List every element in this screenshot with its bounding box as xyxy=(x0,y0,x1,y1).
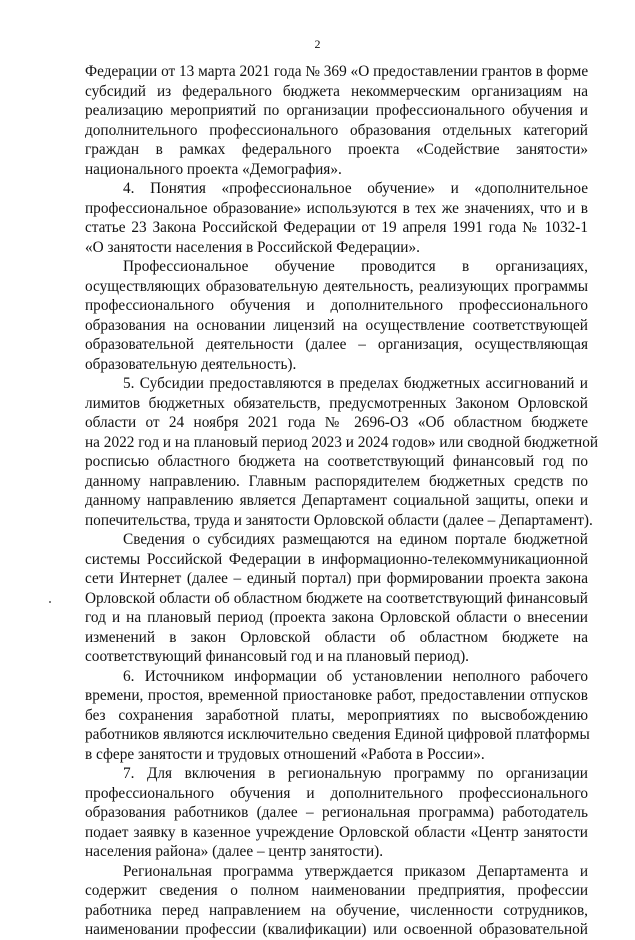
paragraph xyxy=(85,667,588,765)
text-line: профессиональное образование» используются в тех же значениях, что и в xyxy=(85,199,588,217)
text-line: системы Российской Федерации в информационно-телекоммуникационной xyxy=(85,550,588,568)
text-line: подает заявку в казенное учреждение Орловской области «Центр занятости xyxy=(85,823,588,841)
text-line: граждан в рамках федерального проекта «Содействие занятости» xyxy=(85,141,588,158)
text-line: работника перед направлением на обучение, численности сотрудников, xyxy=(85,901,588,919)
scan-speck xyxy=(49,601,51,603)
paragraph xyxy=(85,257,588,374)
text-line: 6. Источником информации об установлении неполного рабочего xyxy=(123,667,588,685)
text-line: осуществляющих образовательную деятельность, реализующих программы xyxy=(85,277,588,295)
text-line: Региональная программа утверждается приказом Департамента и xyxy=(123,862,588,880)
text-line: работников являются исключительно сведения Единой цифровой платформы xyxy=(85,726,590,743)
text-line: населения района» (далее – центр занятости). xyxy=(85,843,384,860)
paragraph xyxy=(85,179,588,257)
text-line: данному направлению. Главным распорядителем бюджетных средств по xyxy=(85,472,588,490)
paragraph xyxy=(85,764,588,862)
paragraph xyxy=(85,862,588,940)
text-line: профессионального обучения и дополнительного профессионального xyxy=(85,784,588,802)
text-line: субсидий из федерального бюджета некоммерческим организациям на xyxy=(85,82,588,100)
text-line: Федерации от 13 марта 2021 года № 369 «О предоставлении грантов в форме xyxy=(85,63,589,80)
text-line: статье 23 Закона Российской Федерации от 19 апреля 1991 года № 1032-1 xyxy=(85,219,588,236)
text-line: Сведения о субсидиях размещаются на едином портале бюджетной xyxy=(123,531,588,548)
text-line: образовательную деятельность). xyxy=(85,355,297,373)
text-line: 5. Субсидии предоставляются в пределах бюджетных ассигнований и xyxy=(123,375,588,392)
text-line: образования на основании лицензий на осуществление соответствующей xyxy=(85,316,588,334)
paragraph xyxy=(85,530,588,667)
text-line: попечительства, труда и занятости Орловской области (далее – Департамент). xyxy=(85,511,593,529)
text-line: времени, простоя, временной приостановке работ, предоставлении отпусков xyxy=(85,687,588,704)
text-line: образования работников (далее – региональная программа) работодатель xyxy=(85,804,588,821)
text-line: данному направлению является Департамент социальной защиты, опеки и xyxy=(85,492,588,509)
text-line: росписью областного бюджета на соответствующий финансовый год по xyxy=(85,453,588,470)
paragraph xyxy=(85,62,588,179)
text-line: области от 24 ноября 2021 года № 2696-ОЗ «Об областном бюджете xyxy=(85,414,588,431)
document-body xyxy=(85,62,599,940)
text-line: соответствующий финансовый год и на плановый период). xyxy=(85,648,469,665)
text-line: дополнительного профессионального образования отдельных категорий xyxy=(85,121,588,139)
text-line: содержит сведения о полном наименовании предприятия, профессии xyxy=(85,882,588,899)
text-line: год и на плановый период (проекта закона Орловской области о внесении xyxy=(85,609,588,626)
text-line: без сохранения заработной платы, мероприятиях по высвобождению xyxy=(85,706,588,724)
text-line: сети Интернет (далее – единый портал) при формировании проекта закона xyxy=(85,570,588,587)
text-line: изменений в закон Орловской области об областном бюджете на xyxy=(85,628,588,646)
text-line: лимитов бюджетных обязательств, предусмотренных Законом Орловской xyxy=(85,394,588,412)
text-line: 7. Для включения в региональную программу по организации xyxy=(123,765,588,782)
text-line: Орловской области об областном бюджете на соответствующий финансовый xyxy=(85,589,588,607)
text-line: в сфере занятости и трудовых отношений «Работа в России». xyxy=(85,745,485,763)
text-line: национального проекта «Демография». xyxy=(85,160,342,178)
paragraph xyxy=(85,374,599,530)
text-line: образовательной деятельности (далее – организация, осуществляющая xyxy=(85,336,588,353)
page-number: 2 xyxy=(314,37,321,51)
text-line: реализацию мероприятий по организации профессионального обучения и xyxy=(85,102,588,119)
text-line: профессионального обучения и дополнительного профессионального xyxy=(85,297,588,314)
text-line: Профессиональное обучение проводится в организациях, xyxy=(123,258,588,275)
text-line: «О занятости населения в Российской Федерации». xyxy=(85,238,420,256)
text-line: на 2022 год и на плановый период 2023 и 2024 годов» или сводной бюджетной xyxy=(85,433,599,451)
text-line: наименовании профессии (квалификации) или освоенной образовательной xyxy=(85,921,588,938)
text-line: 4. Понятия «профессиональное обучение» и «дополнительное xyxy=(123,180,588,197)
